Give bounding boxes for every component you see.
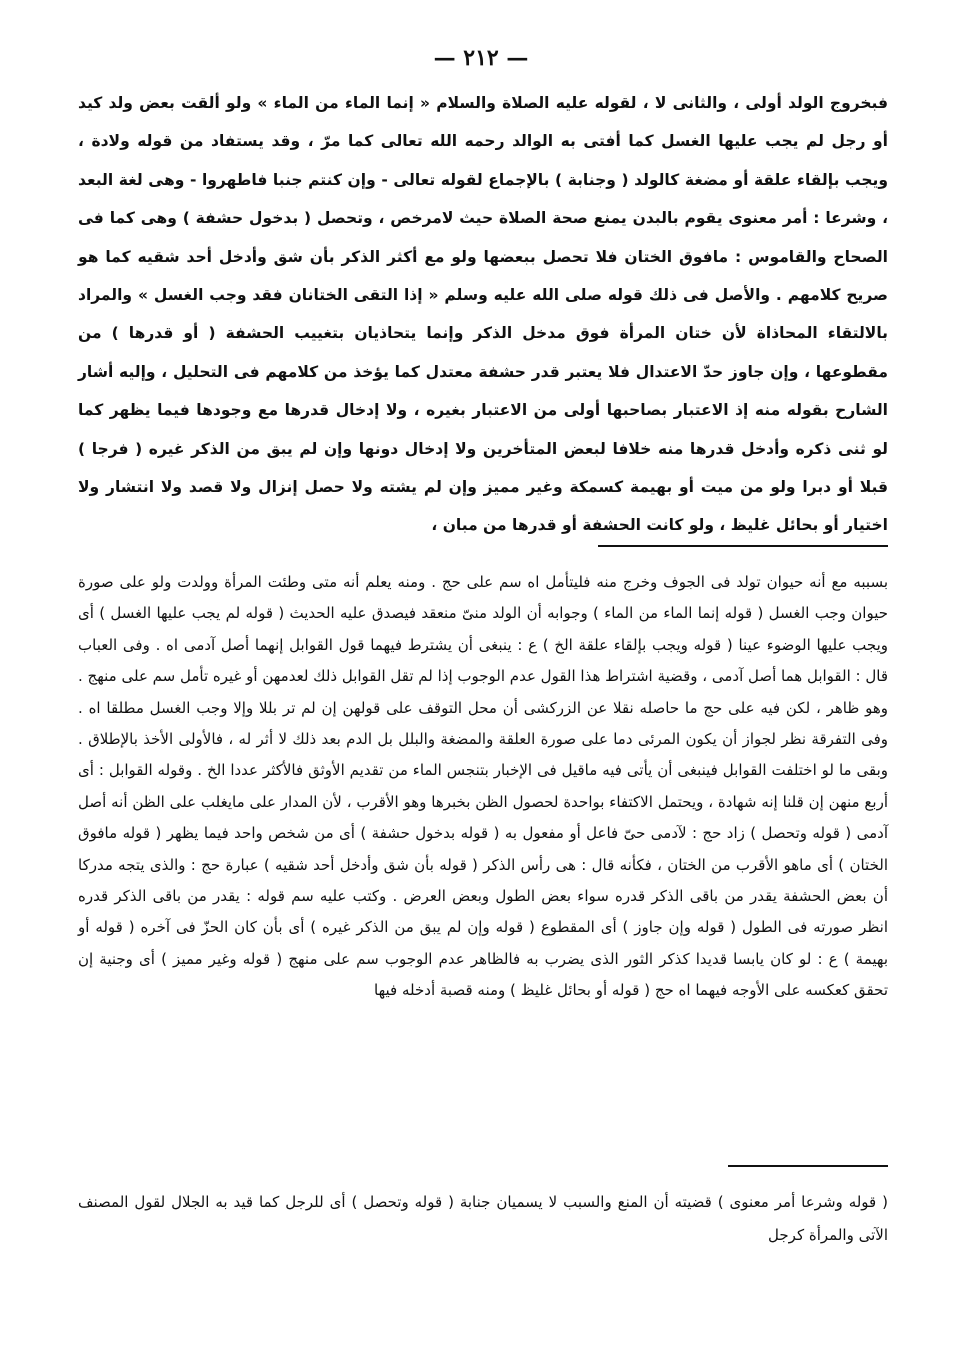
footnote-divider — [728, 1165, 888, 1167]
main-text: فبخروج الولد أولى ، والثانى لا ، لقوله عليه الصلاة والسلام « إنما الماء من الماء » ولو ألقت بعض ولد كيد أو رجل لم يجب عليها الغسل كما أفتى به الوالد رحمه الله تعالى كما مرّ ، وقد يستفاد من قوله ولادة ، ويجب بإلقاء علقة أو مضغة كالولد ( وجنابة ) بالإجماع لقوله تعالى - وإن كنتم جنبا فاطهروا - وهى لغة البعد ، وشرعا : أمر معنوى يقوم بالبدن يمنع صحة الصلاة حيث لامرخص ، وتحصل ( بدخول حشفة ) وهى كما فى الصحاح والقاموس : مافوق الختان فلا تحصل ببعضها ولو مع أكثر الذكر بأن شق وأدخل أحد شقيه كما هو صريح كلامهم . والأصل فى ذلك قوله صلى الله عليه وسلم « إذا التقى الختانان فقد وجب الغسل » والمراد بالالتقاء المحاذاة لأن ختان المرأة فوق مدخل الذكر وإنما يتحاذيان بتغييب الحشفة ( أو قدرها ) من مقطوعها ، وإن جاوز حدّ الاعتدال فلا يعتبر قدر حشفة معتدل كما يؤخذ من كلامهم فى التحليل ، وإليه أشار الشارح بقوله منه إذ الاعتبار بصاحبها أولى من الاعتبار بغيره ، ولا إدخال قدرها مع وجودها فيما يظهر كما لو ثنى ذكره وأدخل قدرها منه خلافا لبعض المتأخرين ولا إدخال دونها وإن لم يبق من الذكر غيره ( فرجا ) قبلا أو دبرا ولو من ميت أو بهيمة كسمكة وغير مميز وإن لم يشته ولا حصل إنزال ولا قصد ولا انتشار ولا اختيار أو بحائل غليظ ، ولو كانت الحشفة أو قدرها من مبان ، — [78, 94, 888, 535]
footnote-text: ( قوله وشرعا أمر معنوى ) قضيته أن المنع والسبب لا يسميان جنابة ( قوله وتحصل ) أى للرجل كما قيد به الجلال لقول المصنف الآتى والمرأة كرجل — [78, 1193, 888, 1244]
commentary-text: بسببه مع أنه حيوان تولد فى الجوف وخرج منه فليتأمل اه سم على حج . ومنه يعلم أنه متى وطئت المرأة وولدت ولو على صورة حيوان وجب الغسل ( قوله إنما الماء من الماء ) وجوابه أن الولد منىّ منعقد فيصدق عليه الحديث ( قوله لم يجب عليها الغسل ) أى ويجب عليها الوضوء عينا ( قوله ويجب بإلقاء علقة الخ ) ع : ينبغى أن يشترط فيهما قول القوابل إنهما أصل آدمى اه . وفى العباب قال : القوابل هما أصل آدمى ، وقضية اشتراط هذا القول عدم الوجوب إذا لم تقل القوابل ذلك لعدمهن أو غيره تأمل سم على منهج . وهو ظاهر ، لكن فيه على حج ما حاصله نقلا عن الزركشى أن محل التوقف على قولهن إن لم تر بللا وإلا وجب الغسل مطلقا اه . وفى التفرقة نظر لجواز أن يكون المرئى دما على صورة العلقة والمضغة والبلل بل الدم بعد ذلك لا أثر له ، فالأولى الأخذ بالإطلاق . وبقى ما لو اختلفت القوابل فينبغى أن يأتى فيه ماقيل فى الإخبار بتنجس الماء من تقديم الأوثق فالأكثر عددا الخ . وقوله القوابل : أى أربع منهن إن قلنا إنه شهادة ، ويحتمل الاكتفاء بواحدة لحصول الظن بخبرها وهو الأقرب ، لأن المدار على مايغلب على الظن أنه أصل آدمى ( قوله وتحصل ) زاد حج : لآدمى حىّ فاعل أو مفعول به ( قوله بدخول حشفة ) أى من شخص واحد فيما يظهر ( قوله مافوق الختان ) أى ماهو الأقرب من الختان ، فكأنه قال : هى رأس الذكر ( قوله بأن شق وأدخل أحد شقيه ) عبارة حج : والذى يتجه مدركا أن بعض الحشفة يقدر من باقى الذكر قدره سواء بعض الطول وبعض العرض . وكتب عليه سم قوله : يقدر من باقى الذكر قدره انظر صورته فى الطول ( قوله وإن جاوز ) أى المقطوع ( قوله وإن لم يبق من الذكر غيره ) أى بأن كان الحزّ فى آخره ( قوله أو بهيمة ) ع : لو كان يابسا قديدا كذكر الثور الذى يضرب به فالظاهر عدم الوجوب سم على منهج ( قوله وغير مميز ) أى وجنية إن تحقق كعكسه على الأوجه فيهما اه حج ( قوله أو بحائل غليظ ) ومنه قصبة أدخله فيها — [78, 573, 888, 1000]
page-number: — ٢١٢ — — [433, 45, 529, 71]
commentary-divider — [598, 545, 888, 547]
